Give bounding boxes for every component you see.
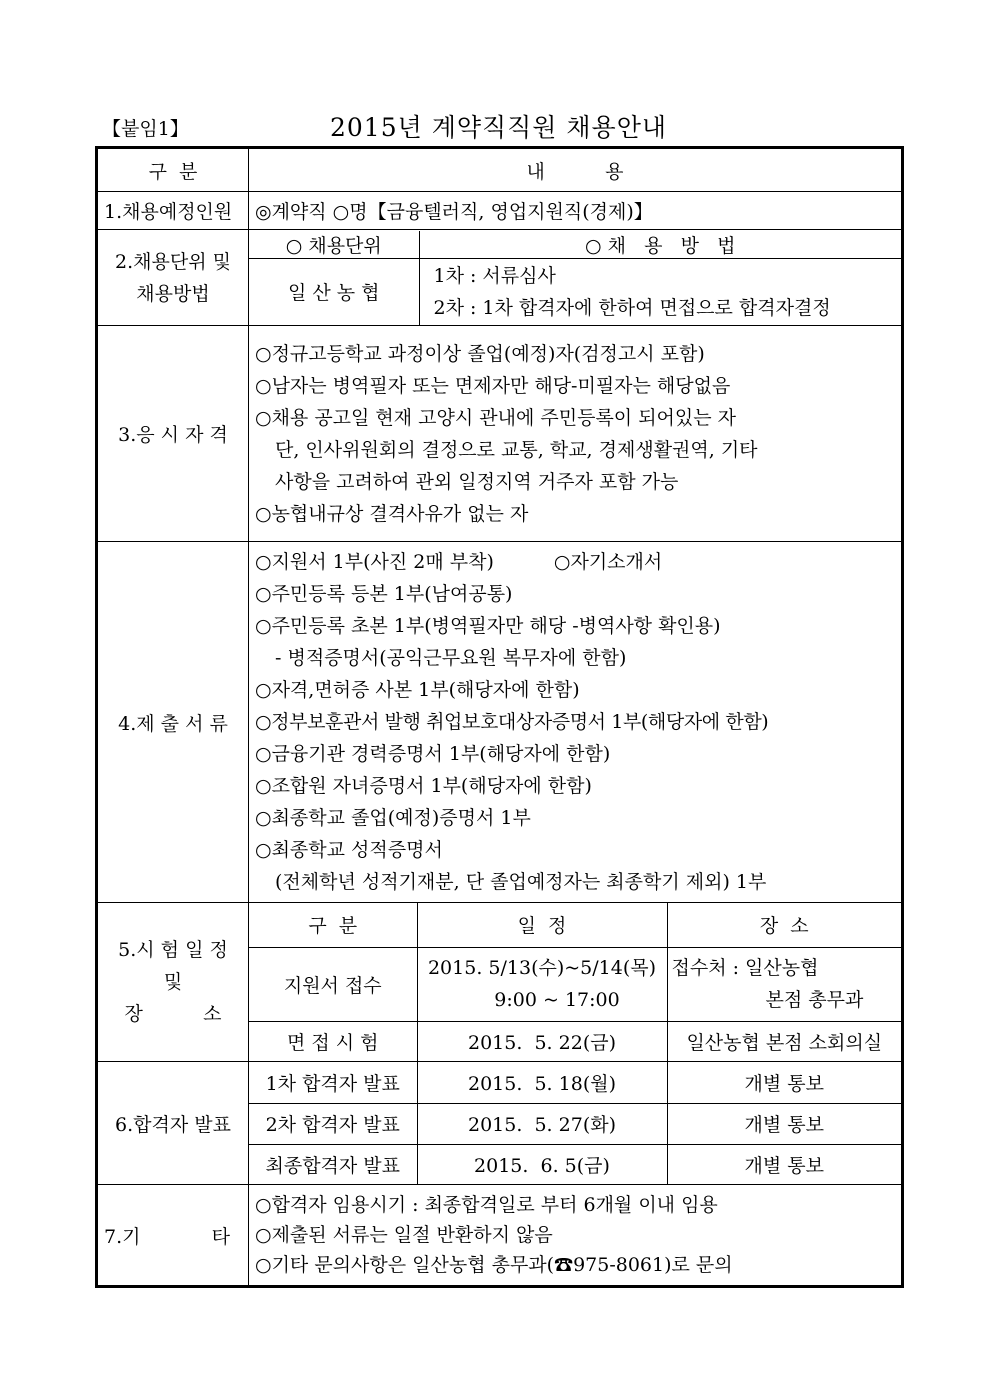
schedule-table: [249, 903, 901, 1061]
doc-line: (전체학년 성적기재분, 단 졸업예정자는 최종학기 제외) 1부: [275, 871, 767, 893]
unit-header: ○ 채용단위: [249, 231, 419, 259]
announce-date: 2015. 5. 27(화): [417, 1103, 667, 1144]
schedule-head-place: 장 소: [667, 903, 901, 947]
attachment-tag: 【붙임1】: [102, 118, 189, 140]
document-header: [96, 108, 901, 144]
qual-line: ○남자는 병역필자 또는 면제자만 해당-미필자는 해당없음: [255, 374, 731, 397]
announce-name: 1차 합격자 발표: [249, 1062, 417, 1103]
doc-line: ○주민등록 등본 1부(남여공통): [255, 583, 513, 605]
row-schedule: [97, 903, 903, 1062]
row2-label-line1: 2.채용단위 및: [115, 250, 231, 273]
apply-place: [667, 947, 901, 1021]
row6-label: 6.합격자 발표: [97, 1062, 249, 1185]
row7-label-a: 7.기: [104, 1225, 141, 1248]
row3-label: 3.응 시 자 격: [97, 326, 249, 542]
row5-cell: [249, 903, 903, 1062]
method-header: ○ 채 용 방 법: [419, 231, 901, 259]
doc-line: ○정부보훈관서 발행 취업보호대상자증명서 1부(해당자에 한함): [255, 711, 769, 733]
qual-line: ○정규고등학교 과정이상 졸업(예정)자(검정고시 포함): [255, 342, 705, 365]
document-title: 2015년 계약직직원 채용안내: [329, 113, 668, 142]
row7-content: [249, 1185, 903, 1287]
recruitment-table: [95, 146, 904, 1288]
row5-label-line1: 5.시 험 일 정: [118, 939, 228, 961]
unit-value: 일 산 농 협: [249, 259, 419, 325]
qual-line: 사항을 고려하여 관외 일정지역 거주자 포함 가능: [275, 470, 679, 493]
method-line2: 2차 : 1차 합격자에 한하여 면접으로 합격자결정: [433, 296, 831, 319]
row3-content: [249, 326, 903, 542]
announce-date: 2015. 5. 18(월): [417, 1062, 667, 1103]
doc-line: ○자격,면허증 사본 1부(해당자에 한함): [255, 679, 580, 701]
etc-line: ○합격자 임용시기 : 최종합격일로 부터 6개월 이내 임용: [255, 1194, 718, 1216]
method-line1: 1차 : 서류심사: [433, 264, 556, 287]
schedule-head-date: 일 정: [417, 903, 667, 947]
row2-label-line2: 채용방법: [136, 282, 210, 305]
row7-label: [97, 1185, 249, 1287]
doc-line: ○최종학교 졸업(예정)증명서 1부: [255, 807, 531, 829]
announce-name: 2차 합격자 발표: [249, 1103, 417, 1144]
row4-label: 4.제 출 서 류: [97, 542, 249, 903]
row5-label: [97, 903, 249, 1062]
row-etc: [97, 1185, 903, 1287]
head-category: 구 분: [97, 148, 249, 192]
interview-name: 면 접 시 험: [249, 1021, 417, 1061]
table-head-row: [97, 148, 903, 192]
doc-self-intro: ○자기소개서: [553, 551, 663, 573]
interview-place: 일산농협 본점 소회의실: [667, 1021, 901, 1061]
row5-label-line3: 장 소: [124, 1003, 222, 1025]
row-announcement: [97, 1062, 903, 1185]
apply-date-line2: 9:00 ~ 17:00: [494, 989, 620, 1011]
row6-cell: [249, 1062, 903, 1185]
announce-date: 2015. 6. 5(금): [417, 1144, 667, 1184]
unit-method-table: [249, 231, 901, 325]
doc-application: ○지원서 1부(사진 2매 부착): [255, 551, 494, 573]
interview-date: 2015. 5. 22(금): [417, 1021, 667, 1061]
apply-name: 지원서 접수: [249, 947, 417, 1021]
doc-line: ○조합원 자녀증명서 1부(해당자에 한함): [255, 775, 592, 797]
etc-line: ○제출된 서류는 일절 반환하지 않음: [255, 1224, 553, 1246]
row-qualification: [97, 326, 903, 542]
row7-label-b: 타: [211, 1225, 230, 1248]
row1-content: ◎계약직 ○명【금융텔러직, 영업지원직(경제)】: [249, 192, 903, 230]
schedule-head-category: 구 분: [249, 903, 417, 947]
doc-line: ○금융기관 경력증명서 1부(해당자에 한함): [255, 743, 611, 765]
announce-place: 개별 통보: [667, 1062, 901, 1103]
doc-line: ○주민등록 초본 1부(병역필자만 해당 -병역사항 확인용): [255, 615, 721, 637]
row4-content: [249, 542, 903, 903]
row2-label: [97, 230, 249, 326]
apply-place-line2: 본점 총무과: [765, 989, 864, 1011]
row-headcount: [97, 192, 903, 230]
announce-place: 개별 통보: [667, 1103, 901, 1144]
doc-line: - 병적증명서(공익근무요원 복무자에 한함): [275, 647, 627, 669]
etc-line: ○기타 문의사항은 일산농협 총무과(☎975-8061)로 문의: [255, 1254, 733, 1276]
qual-line: 단, 인사위원회의 결정으로 교통, 학교, 경제생활권역, 기타: [275, 438, 758, 461]
row-unit-method: [97, 230, 903, 326]
qual-line: ○농협내규상 결격사유가 없는 자: [255, 502, 529, 525]
row1-label: 1.채용예정인원: [97, 192, 249, 230]
apply-date: [417, 947, 667, 1021]
doc-line: ○최종학교 성적증명서: [255, 839, 443, 861]
apply-place-line1: 접수처 : 일산농협: [671, 957, 819, 979]
method-value: [419, 259, 901, 325]
announce-name: 최종합격자 발표: [249, 1144, 417, 1184]
doc-line: [255, 546, 895, 578]
head-content: 내 용: [249, 148, 903, 192]
qual-line: ○채용 공고일 현재 고양시 관내에 주민등록이 되어있는 자: [255, 406, 736, 429]
row-documents: [97, 542, 903, 903]
row2-cell: [249, 230, 903, 326]
row5-label-line2: 및: [163, 971, 183, 993]
announcement-table: [249, 1062, 901, 1184]
announce-place: 개별 통보: [667, 1144, 901, 1184]
apply-date-line1: 2015. 5/13(수)~5/14(목): [427, 957, 657, 979]
